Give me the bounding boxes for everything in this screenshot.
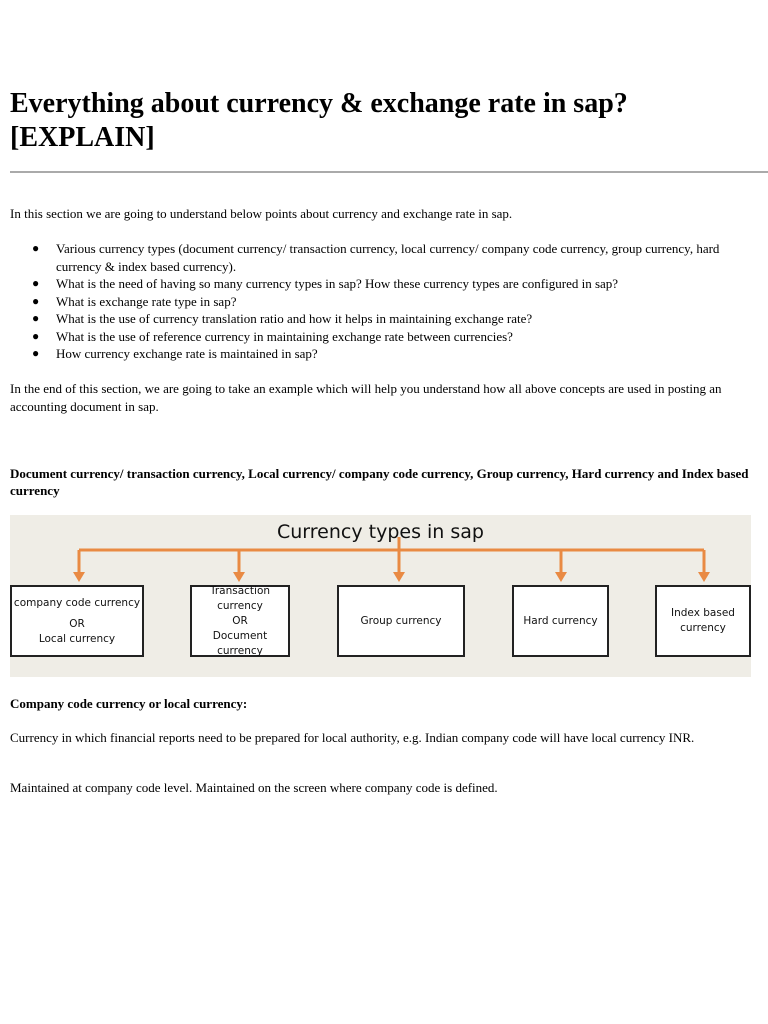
list-item bbox=[10, 275, 758, 293]
box-group-currency bbox=[337, 585, 465, 657]
bullet-icon: ● bbox=[32, 241, 40, 255]
list-item-text: What is the need of having so many currency types in sap? How these currency types are configured in sap? bbox=[56, 276, 619, 291]
closing-paragraph: In the end of this section, we are going to take an example which will help you understand how all above concepts are used in posting an accounting document in sap. bbox=[10, 381, 722, 414]
list-item-text: How currency exchange rate is maintained in sap? bbox=[56, 346, 318, 361]
list-item-text: What is exchange rate type in sap? bbox=[56, 293, 237, 309]
title-divider bbox=[10, 171, 768, 173]
subheading: Company code currency or local currency: bbox=[10, 696, 248, 711]
topic-list bbox=[10, 240, 758, 363]
box-text: Document currency bbox=[212, 629, 268, 657]
list-item bbox=[10, 293, 758, 311]
box-company-code-currency bbox=[10, 585, 144, 657]
diagram-title: Currency types in sap bbox=[277, 521, 484, 543]
bullet-icon: ● bbox=[32, 293, 40, 308]
box-text: OR bbox=[232, 614, 248, 627]
box-text: Local currency bbox=[38, 632, 116, 645]
list-item-text: Various currency types (document currency/ transaction currency, local currency/ company code currency, group currency, hard currency & index based currency). bbox=[56, 241, 720, 274]
box-text: Group currency bbox=[360, 614, 442, 627]
list-item bbox=[10, 345, 758, 363]
box-hard-currency bbox=[512, 585, 609, 657]
bullet-icon: ● bbox=[32, 311, 40, 325]
intro-paragraph: In this section we are going to understand below points about currency and exchange rate in sap. bbox=[10, 206, 513, 221]
arrow-down-icon bbox=[393, 572, 405, 582]
box-text: OR bbox=[69, 617, 85, 630]
list-item bbox=[10, 240, 758, 275]
box-text: company code currency bbox=[13, 596, 141, 609]
paragraph-local-currency: Currency in which financial reports need to be prepared for local authority, e.g. Indian company code will have local currency INR. bbox=[10, 730, 695, 745]
list-item bbox=[10, 310, 758, 328]
box-transaction-currency bbox=[190, 585, 290, 657]
bullet-icon: ● bbox=[32, 276, 40, 290]
bullet-icon: ● bbox=[32, 346, 40, 360]
page-title bbox=[10, 87, 755, 155]
currency-types-diagram bbox=[10, 515, 751, 677]
section-heading: Document currency/ transaction currency, Local currency/ company code currency, Group currency, Hard currency and Index based currency bbox=[10, 466, 749, 498]
arrow-down-icon bbox=[73, 572, 85, 582]
list-item-text: What is the use of reference currency in maintaining exchange rate between currencies? bbox=[56, 328, 513, 344]
arrow-down-icon bbox=[233, 572, 245, 582]
box-text: Index based bbox=[671, 607, 735, 619]
box-text: currency bbox=[680, 622, 726, 634]
paragraph-maintained-at: Maintained at company code level. Maintained on the screen where company code is defined. bbox=[10, 780, 498, 795]
title-line-2: [EXPLAIN] bbox=[10, 122, 155, 153]
title-line-1: Everything about currency & exchange rate in sap? bbox=[10, 88, 628, 119]
list-item-text: What is the use of currency translation ratio and how it helps in maintaining exchange rate? bbox=[56, 311, 533, 326]
arrow-down-icon bbox=[555, 572, 567, 582]
bullet-icon: ● bbox=[32, 328, 40, 343]
box-text: Hard currency bbox=[523, 614, 598, 627]
box-text: Transaction currency bbox=[209, 584, 271, 612]
arrow-down-icon bbox=[698, 572, 710, 582]
box-index-based-currency bbox=[655, 585, 751, 657]
list-item bbox=[10, 328, 758, 346]
